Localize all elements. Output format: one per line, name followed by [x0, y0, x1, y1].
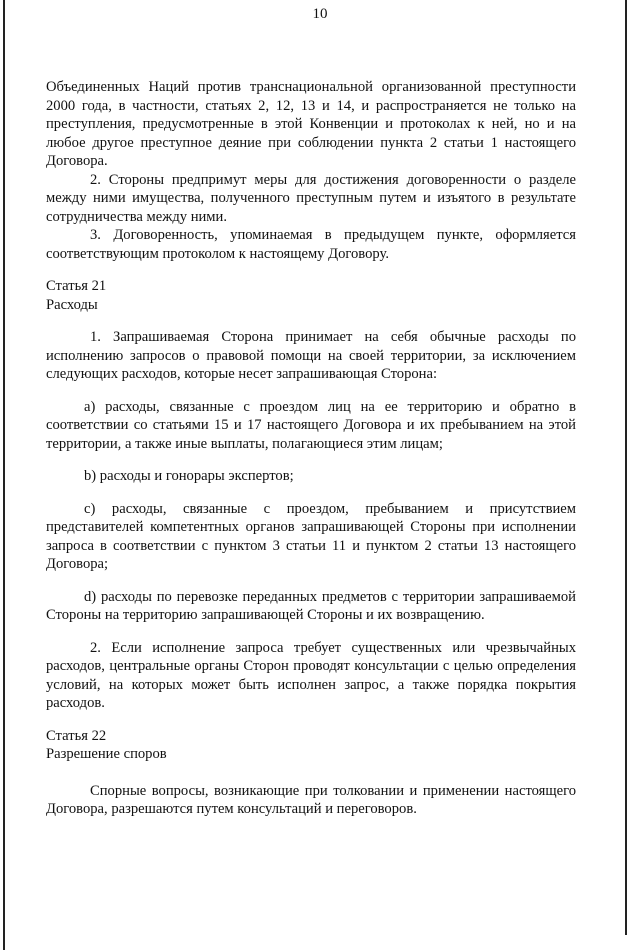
section-heading: Разрешение споров — [46, 746, 167, 762]
paragraph: d) расходы по перевозке переданных предметов с территории запрашиваемой Стороны на территорию запрашивающей Стороны и их возвращению. — [46, 588, 576, 623]
spacer — [46, 486, 576, 500]
spacer — [46, 384, 576, 398]
paragraph: 2. Стороны предпримут меры для достижения договоренности о разделе между ними имущества, полученного преступным путем и изъятого в результате сотрудничества между ними. — [46, 171, 576, 225]
section-heading: Расходы — [46, 296, 98, 313]
page-number: 10 — [312, 6, 328, 22]
spacer — [46, 625, 576, 639]
paragraph: Спорные вопросы, возникающие при толковании и применении настоящего Договора, разрешаются путем консультаций и переговоров. — [46, 782, 576, 817]
page-border-right — [625, 0, 627, 935]
spacer — [46, 263, 576, 277]
spacer — [46, 314, 576, 328]
paragraph: b) расходы и гонорары экспертов; — [84, 468, 294, 484]
page-border-left — [3, 0, 5, 950]
spacer — [46, 764, 576, 782]
paragraph: 3. Договоренность, упоминаемая в предыдущем пункте, оформляется соответствующим протоколом к настоящему Договору. — [46, 227, 576, 262]
section-heading: Статья 21 — [46, 278, 107, 294]
document-body — [46, 78, 576, 819]
spacer — [46, 713, 576, 727]
spacer — [46, 453, 576, 467]
section-heading: Статья 22 — [46, 727, 107, 744]
spacer — [46, 574, 576, 588]
paragraph: 1. Запрашиваемая Сторона принимает на себя обычные расходы по исполнению запросов о правовой помощи на своей территории, за исключением следующих расходов, которые несет запрашивающая Сторона: — [46, 329, 576, 382]
paragraph: Объединенных Наций против транснациональной организованной преступности 2000 года, в частности, статьях 2, 12, 13 и 14, и распространяется не только на преступления, предусмотренные в этой Конвенции и протоколах к ней, но и на любое другое преступное деяние при соблюдении пункта 2 статьи 1 настоящего Договора. — [46, 79, 576, 169]
paragraph: c) расходы, связанные с проездом, пребыванием и присутствием представителей компетентных органов запрашивающей Стороны при исполнении запроса в соответствии с пунктом 3 статьи 11 и пунктом 2 статьи 13 настоящего Договора; — [46, 500, 576, 572]
paragraph: а) расходы, связанные с проездом лиц на ее территорию и обратно в соответствии со статьями 15 и 17 настоящего Договора и их пребыванием на этой территории, а также иные выплаты, полагающиеся этим лицам; — [46, 398, 576, 452]
paragraph: 2. Если исполнение запроса требует существенных или чрезвычайных расходов, центральные органы Сторон проводят консультации с целью определения условий, на которых может быть исполнен запрос, а также порядка покрытия расходов. — [46, 639, 576, 711]
